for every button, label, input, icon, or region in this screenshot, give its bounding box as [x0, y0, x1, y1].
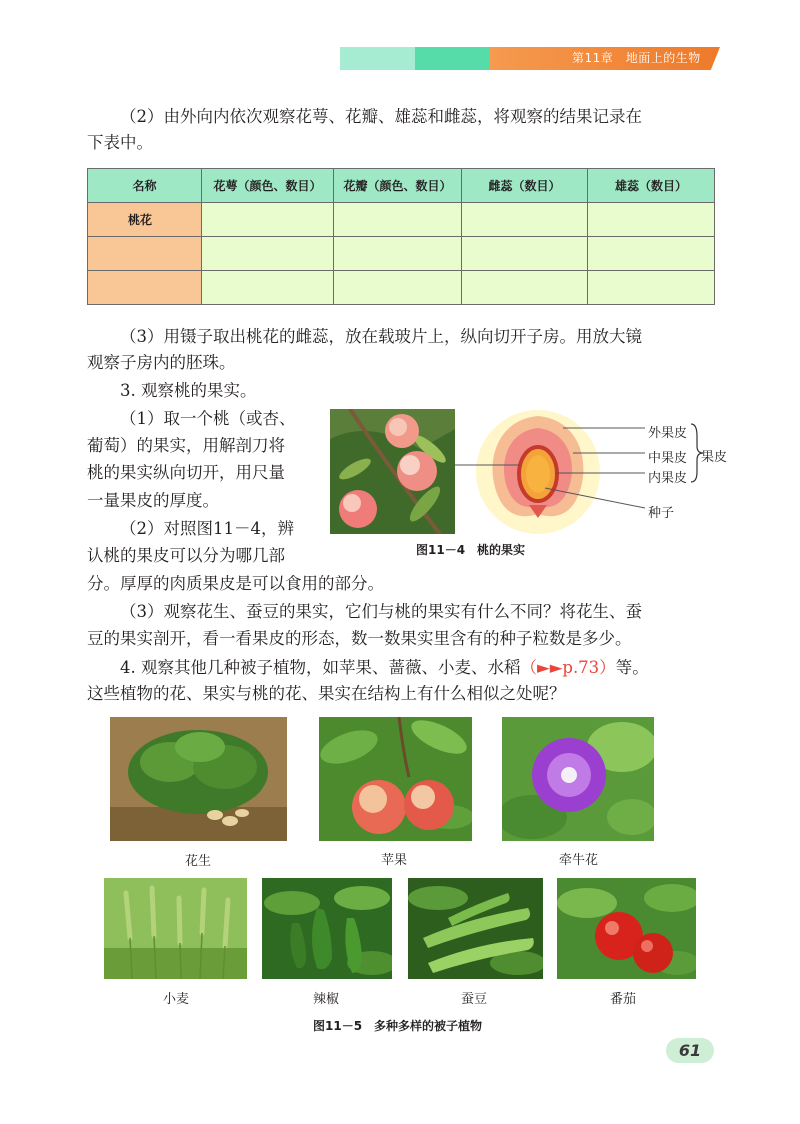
table-header: 名称: [88, 169, 202, 203]
para-4-text-end: 等。: [615, 658, 649, 677]
apple-photo: [319, 717, 472, 841]
peach-photo: [330, 409, 455, 534]
table-row-head: [88, 237, 202, 271]
figure-11-4-caption: 图11－4 桃的果实: [416, 543, 526, 557]
tomato-photo: [557, 878, 696, 979]
fruit-1-line-4: 一量果皮的厚度。: [87, 491, 219, 510]
para-3-line-2: 观察子房内的胚珠。: [87, 353, 236, 372]
para-2-line-1: （2）由外向内依次观察花萼、花瓣、雄蕊和雌蕊，将观察的结果记录在: [120, 107, 642, 126]
fruit-1-line-1: （1）取一个桃（或杏、: [120, 409, 296, 428]
label-seed: 种子: [648, 506, 675, 521]
fruit-1-line-3: 桃的果实纵向切开，用尺量: [87, 463, 285, 482]
table-cell[interactable]: [462, 271, 588, 305]
plant-name: 番茄: [610, 992, 637, 1007]
para-4-line-2: 这些植物的花、果实与桃的花、果实在结构上有什么相似之处呢？: [87, 684, 566, 703]
table-header: 雄蕊（数目）: [588, 169, 715, 203]
table-cell[interactable]: [202, 203, 334, 237]
header-band-light: [340, 47, 415, 70]
table-cell[interactable]: [462, 237, 588, 271]
label-outer-pericarp: 外果皮: [648, 426, 688, 441]
table-row-head: [88, 271, 202, 305]
table-header-row: [88, 169, 715, 203]
fruit-2-line-2: 认桃的果皮可以分为哪几部: [87, 546, 285, 565]
table-header: 花瓣（颜色、数目）: [334, 169, 462, 203]
chapter-title: 地面上的生物: [625, 51, 701, 65]
broad-bean-photo: [408, 878, 543, 979]
para-4-line-1: [87, 655, 649, 681]
plant-name: 牵牛花: [559, 853, 599, 868]
table-row: [88, 271, 715, 305]
wheat-photo: [104, 878, 247, 979]
plant-name: 辣椒: [313, 992, 340, 1007]
table-cell[interactable]: [588, 203, 715, 237]
table-header: 雌蕊（数目）: [462, 169, 588, 203]
page-reference-link[interactable]: （►►p.73）: [520, 658, 616, 677]
peach-cross-section-diagram: [455, 410, 745, 535]
para-2-line-2: 下表中。: [87, 133, 153, 152]
fruit-3-line-2: 豆的果实剖开，看一看果皮的形态，数一数果实里含有的种子粒数是多少。: [87, 629, 632, 648]
table-cell[interactable]: [588, 271, 715, 305]
morning-glory-photo: [502, 717, 654, 841]
fruit-3-line-1: （3）观察花生、蚕豆的果实，它们与桃的果实有什么不同？将花生、蚕: [120, 602, 642, 621]
figure-11-5-caption: 图11－5 多种多样的被子植物: [313, 1019, 483, 1033]
fruit-1-line-2: 葡萄）的果实，用解剖刀将: [87, 436, 285, 455]
table-header: 花萼（颜色、数目）: [202, 169, 334, 203]
fruit-2-line-3: 分。厚厚的肉质果皮是可以食用的部分。: [87, 574, 384, 593]
table-cell[interactable]: [462, 203, 588, 237]
header-band-green: [415, 47, 490, 70]
chapter-header: [572, 49, 701, 66]
label-inner-pericarp: 内果皮: [648, 471, 688, 486]
table-cell[interactable]: [202, 271, 334, 305]
plant-name: 花生: [185, 854, 212, 869]
para-3-line-1: （3）用镊子取出桃花的雌蕊，放在载玻片上，纵向切开子房。用放大镜: [120, 327, 642, 346]
chapter-number: 第11章: [572, 51, 614, 65]
table-cell[interactable]: [588, 237, 715, 271]
table-cell[interactable]: [202, 237, 334, 271]
table-cell[interactable]: [334, 203, 462, 237]
plant-name: 小麦: [163, 992, 190, 1007]
plant-name: 蚕豆: [461, 992, 488, 1007]
fruit-2-line-1: （2）对照图11－4，辨: [120, 519, 294, 538]
heading-3: 3. 观察桃的果实。: [120, 381, 257, 400]
page-number: 61: [666, 1038, 714, 1063]
label-middle-pericarp: 中果皮: [648, 451, 688, 466]
table-row: [88, 203, 715, 237]
table-row-head: 桃花: [88, 203, 202, 237]
table-cell[interactable]: [334, 237, 462, 271]
plant-name: 苹果: [381, 853, 408, 868]
observation-table: [87, 168, 715, 305]
label-pericarp: 果皮: [701, 450, 728, 465]
chili-pepper-photo: [262, 878, 392, 979]
peanut-photo: [110, 717, 287, 841]
para-4-text: 4. 观察其他几种被子植物，如苹果、蔷薇、小麦、水稻: [120, 658, 521, 677]
table-row: [88, 237, 715, 271]
table-cell[interactable]: [334, 271, 462, 305]
